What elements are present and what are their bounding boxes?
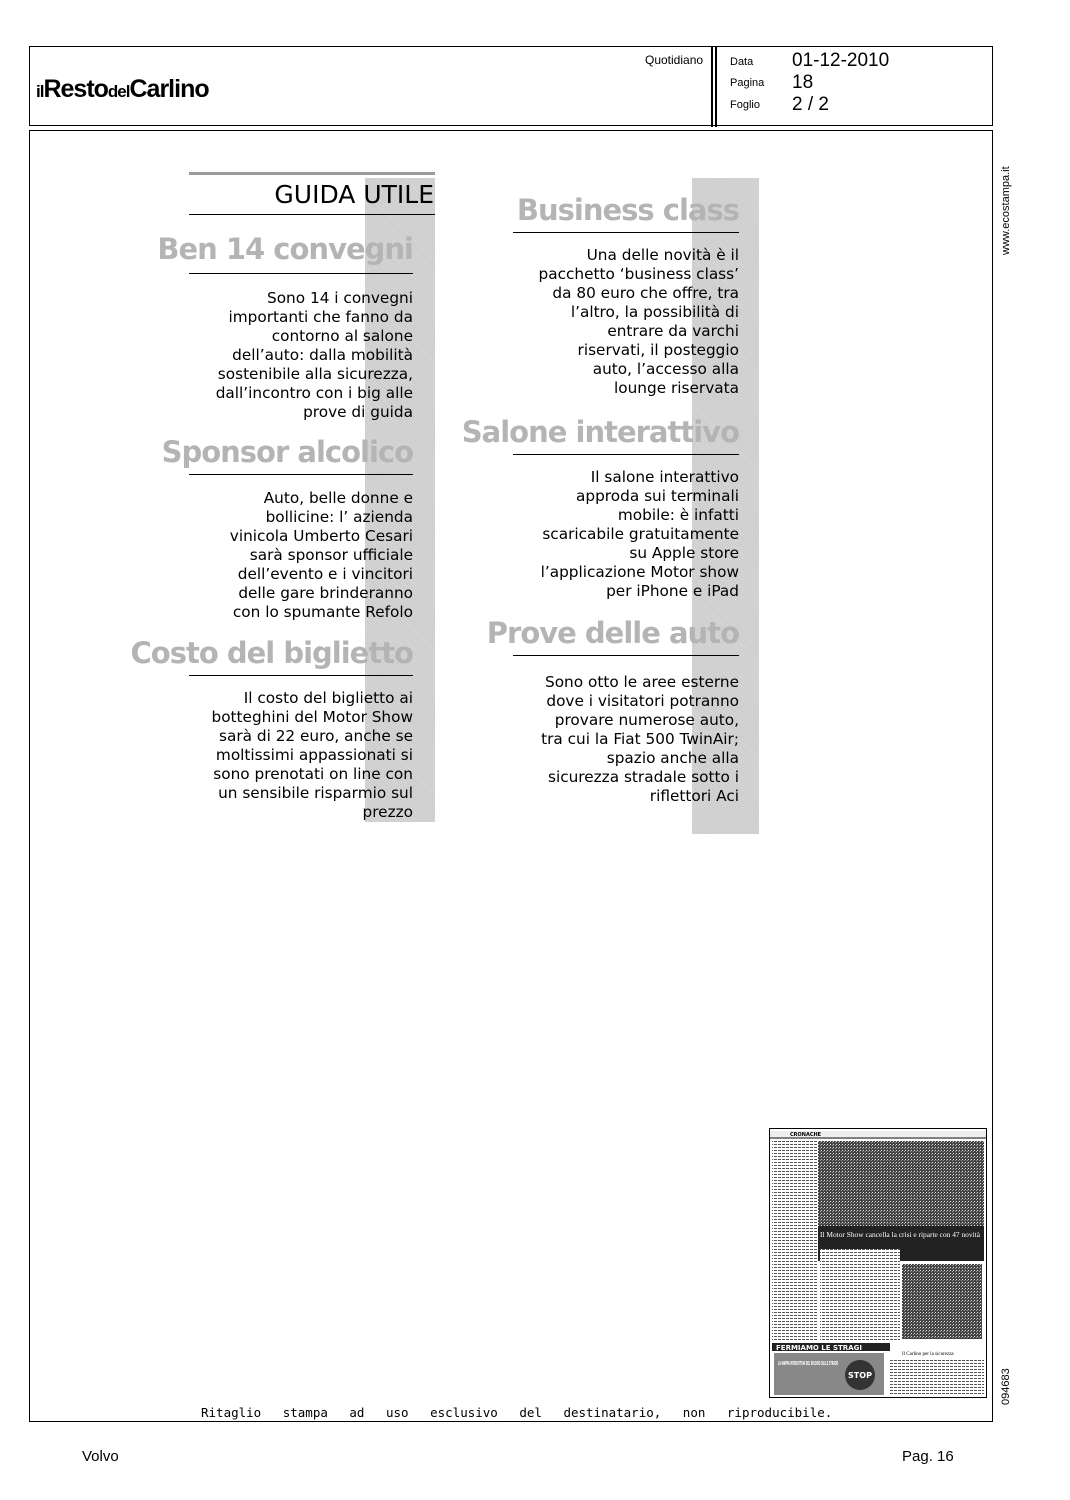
thumbnail-graphic [770,1129,986,1397]
header-divider [715,47,717,127]
top-rule [189,172,435,175]
thumb-headline: Il Motor Show cancella la crisi e riparte con 47 novità [820,1231,981,1239]
section-rule [513,655,739,656]
reproduction-notice: Ritaglio stampa ad uso esclusivo del destinatario, non riproducibile. [201,1405,833,1420]
section-heading: Salone interattivo [461,415,739,449]
thumb-box-text: LA MAPPA INTERATTIVA DEL RISCHIO SULLE STRADE [778,1361,839,1367]
client-name: Volvo [82,1448,119,1465]
date-value: 01-12-2010 [792,50,890,71]
section-heading: Costo del biglietto [130,636,413,670]
section-rule [513,454,739,455]
section-rule [189,675,413,676]
column-title: GUIDA UTILE [274,180,434,209]
section-rule [513,232,739,233]
clipping-code: 094683 [1000,1368,1012,1405]
section-heading: Sponsor alcolico [161,435,413,469]
section-heading: Ben 14 convegni [157,232,413,266]
page-value: 18 [792,72,814,93]
section-rule [189,273,413,274]
page-thumbnail [769,1128,987,1398]
title-rule [189,214,435,215]
sheet-value: 2 / 2 [792,94,829,115]
section-body: Auto, belle donne e bollicine: l’ azienda vinicola Umberto Cesari sarà sponsor ufficiale dell’evento e i vincitori delle gare brinderanno con lo spumante Refolo [229,489,413,621]
publication-type: Quotidiano [645,53,704,67]
section-body: Sono otto le aree esterne dove i visitatori potranno provare numerose auto, tra cui la Fiat 500 TwinAir; spazio anche alla sicurezza stradale sotto i riflettori Aci [541,673,739,805]
thumb-stop-label: STOP [848,1371,872,1380]
page-label: Pagina [730,77,765,89]
sheet-label: Foglio [730,99,760,111]
thumb-side-caption: Il Carlino per la sicurezza [902,1352,954,1357]
section-heading: Business class [516,193,739,227]
section-body: Una delle novità è il pacchetto ‘business class’ da 80 euro che offre, tra l’altro, la possibilità di entrare da varchi riservati, il posteggio auto, l’accesso alla lounge riservata [538,246,739,397]
thumb-banner: FERMIAMO LE STRAGI [776,1344,862,1352]
section-rule [189,474,413,475]
section-body: Il costo del biglietto ai botteghini del Motor Show sarà di 22 euro, anche se moltissimi appassionati si sono prenotati on line con un sensibile risparmio sul prezzo [211,689,413,821]
section-body: Il salone interattivo approda sui terminali mobile: è infatti scaricabile gratuitamente su Apple store l’applicazione Motor show per iPhone e iPad [540,468,739,600]
date-label: Data [730,56,754,68]
header-divider [711,47,713,127]
section-heading: Prove delle auto [486,616,739,650]
page-number: Pag. 16 [902,1448,954,1465]
newspaper-logo: ilRestodelCarlino [36,75,209,103]
masthead-box [29,46,993,126]
source-url: www.ecostampa.it [1000,166,1012,255]
section-body: Sono 14 i convegni importanti che fanno da contorno al salone dell’auto: dalla mobilità sostenibile alla sicurezza, dall’incontro con i big alle prove di guida [215,289,413,421]
thumb-section-label: CRONACHE [790,1132,822,1138]
